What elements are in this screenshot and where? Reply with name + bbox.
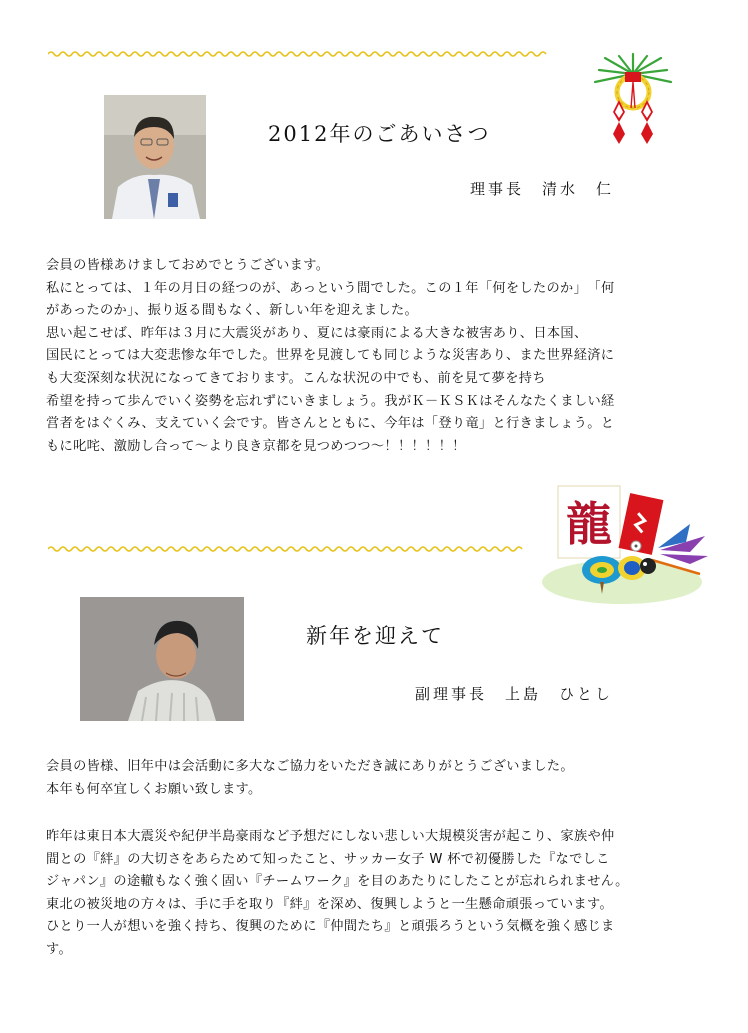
paragraph-line: ジャパン』の途轍もなく強く固い『チームワーク』を目のあたりにしたことが忘れられません。 [46, 874, 629, 890]
section1-title: 2012年のごあいさつ [268, 122, 491, 146]
paragraph-line: 会員の皆様、旧年中は会活動に多大なご協力をいただき誠にありがとうございました。 [46, 759, 574, 774]
wavy-divider-top [48, 50, 550, 58]
photo-vice-chairman [80, 597, 244, 721]
section1-author: 理事長 清水 仁 [470, 180, 615, 198]
paragraph-line: す。 [46, 941, 73, 957]
paragraph-line: があったのか」、振り返る間もなく、新しい年を迎えました。 [46, 303, 419, 319]
paragraph-line: 本年も何卒宜しくお願い致します。 [46, 781, 262, 797]
paragraph-line: 東北の被災地の方々は、手に手を取り『絆』を深め、復興しようと一生懸命頑張っています。 [46, 896, 613, 912]
section2-title: 新年を迎えて [306, 624, 444, 648]
paragraph-line: 希望を持って歩んでいく姿勢を忘れずにいきましょう。我がＫ－ＫＳＫはそんなたくましい経 [46, 393, 615, 409]
paragraph-line: も大変深刻な状況になってきております。こんな状況の中でも、前を見て夢を持ち [46, 370, 546, 386]
paragraph-line: 私にとっては、１年の月日の経つのが、あっという間でした。この１年「何をしたのか」 「何 [46, 280, 615, 296]
dragon-kite-icon [540, 478, 710, 608]
paragraph-line: もに叱咤、激励し合って～より良き京都を見つめつつ～！！！！！！ [46, 438, 466, 454]
section1-body [46, 255, 615, 458]
paragraph-line: 昨年は東日本大震災や紀伊半島豪雨など予想だにしない悲しい大規模災害が起こり、家族や仲 [46, 829, 615, 844]
wavy-divider-middle [48, 545, 528, 553]
paragraph-line: 営者をはぐくみ、支えていく会です。皆さんとともに、今年は「登り竜」と行きましょう。と [46, 416, 615, 432]
paragraph-line: ひとり一人が想いを強く持ち、復興のために『仲間たち』と頑張ろうという気概を強く感じま [46, 919, 615, 935]
svg-text:龍: 龍 [566, 497, 612, 551]
section2-body [46, 826, 629, 962]
paragraph-line: 間との『絆』の大切さをあらためて知ったこと、サッカー女子 W 杯で初優勝した『なでしこ [46, 851, 610, 867]
paragraph-line: 国民にとっては大変悲惨な年でした。世界を見渡しても同じような災害あり、また世界経済に [46, 348, 615, 364]
photo-chairman [104, 95, 206, 219]
paragraph-line: 会員の皆様あけましておめでとうございます。 [46, 258, 330, 273]
new-year-wreath-icon [585, 52, 681, 152]
section2-author: 副理事長 上島 ひとし [415, 685, 614, 703]
paragraph-line: 思い起こせば、昨年は３月に大震災があり、夏には豪雨による大きな被害あり、日本国、 [46, 325, 588, 341]
section2-greeting [46, 756, 574, 801]
